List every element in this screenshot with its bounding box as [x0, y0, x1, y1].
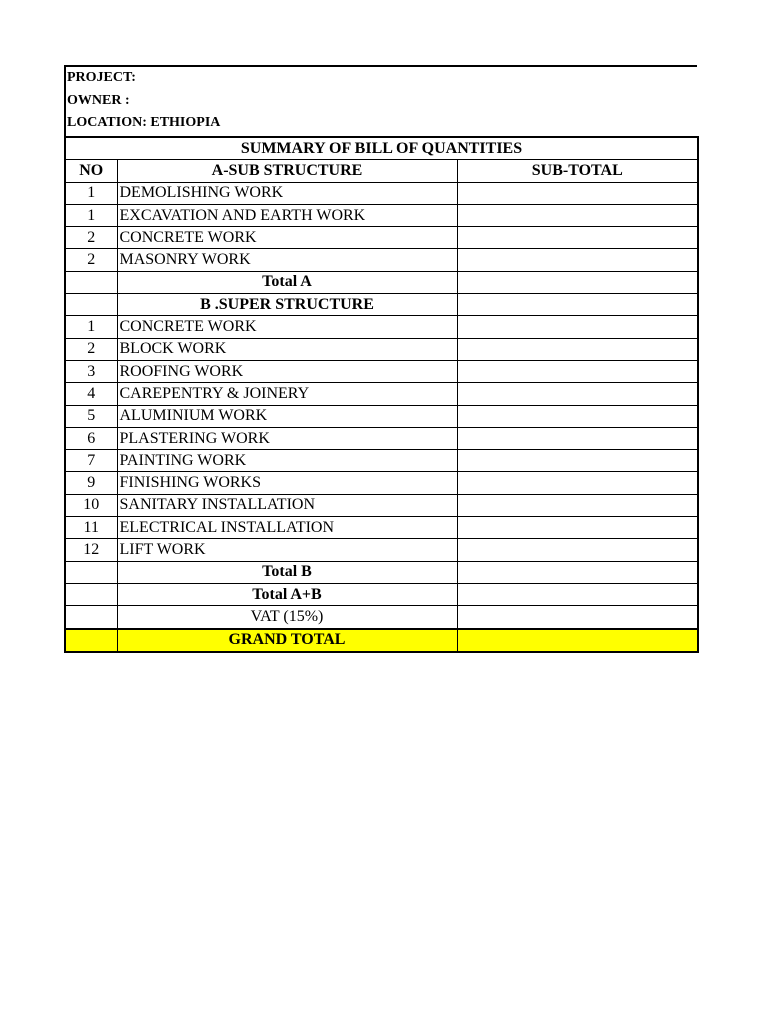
section-b-title-row-label: B .SUPER STRUCTURE — [117, 294, 457, 316]
row-number: 10 — [65, 494, 117, 516]
row-subtotal — [457, 472, 698, 494]
row-number: 3 — [65, 360, 117, 382]
total-b-row-label: Total B — [117, 561, 457, 583]
grand-total-row-label: GRAND TOTAL — [117, 629, 457, 652]
row-subtotal — [457, 204, 698, 226]
row-subtotal — [457, 338, 698, 360]
row-subtotal — [457, 427, 698, 449]
table-row — [65, 383, 698, 405]
row-subtotal — [457, 539, 698, 561]
vat-row-value — [457, 606, 698, 629]
row-number: 5 — [65, 405, 117, 427]
table-row — [65, 427, 698, 449]
row-number: 1 — [65, 204, 117, 226]
row-description: CONCRETE WORK — [117, 316, 457, 338]
row-subtotal — [457, 182, 698, 204]
row-number: 7 — [65, 450, 117, 472]
total-ab-row-value — [457, 583, 698, 605]
row-subtotal — [457, 450, 698, 472]
table-row — [65, 450, 698, 472]
row-number: 6 — [65, 427, 117, 449]
table-title: SUMMARY OF BILL OF QUANTITIES — [65, 137, 698, 160]
table-row — [65, 360, 698, 382]
row-subtotal — [457, 316, 698, 338]
row-number: 9 — [65, 472, 117, 494]
table-row — [65, 405, 698, 427]
grand-total-row-value — [457, 629, 698, 652]
section-b-title-row — [65, 294, 698, 316]
column-header-no: NO — [65, 160, 117, 182]
total-ab-row — [65, 583, 698, 605]
table-row — [65, 249, 698, 271]
row-number: 1 — [65, 316, 117, 338]
row-number: 12 — [65, 539, 117, 561]
row-description: EXCAVATION AND EARTH WORK — [117, 204, 457, 226]
row-description: PLASTERING WORK — [117, 427, 457, 449]
location-label: LOCATION: ETHIOPIA — [67, 115, 221, 130]
column-header-subtotal: SUB-TOTAL — [457, 160, 698, 182]
row-number: 11 — [65, 517, 117, 539]
row-description: LIFT WORK — [117, 539, 457, 561]
section-b-title-row-value — [457, 294, 698, 316]
row-description: ALUMINIUM WORK — [117, 405, 457, 427]
project-header — [64, 65, 697, 136]
row-subtotal — [457, 405, 698, 427]
row-number: 2 — [65, 227, 117, 249]
table-title-row — [65, 137, 698, 160]
total-b-row-value — [457, 561, 698, 583]
grand-total-row — [65, 629, 698, 652]
row-number: 1 — [65, 182, 117, 204]
table-row — [65, 338, 698, 360]
total-b-row — [65, 561, 698, 583]
boq-summary-table — [64, 136, 699, 653]
total-a-row-label: Total A — [117, 271, 457, 293]
total-b-row-no — [65, 561, 117, 583]
vat-row-no — [65, 606, 117, 629]
column-header-row — [65, 160, 698, 182]
total-a-row-value — [457, 271, 698, 293]
table-row — [65, 539, 698, 561]
column-header-description: A-SUB STRUCTURE — [117, 160, 457, 182]
grand-total-row-no — [65, 629, 117, 652]
total-ab-row-label: Total A+B — [117, 583, 457, 605]
row-number: 4 — [65, 383, 117, 405]
row-subtotal — [457, 494, 698, 516]
row-number: 2 — [65, 249, 117, 271]
row-subtotal — [457, 227, 698, 249]
table-row — [65, 182, 698, 204]
row-description: ROOFING WORK — [117, 360, 457, 382]
row-description: MASONRY WORK — [117, 249, 457, 271]
table-row — [65, 494, 698, 516]
vat-row-label: VAT (15%) — [117, 606, 457, 629]
row-description: PAINTING WORK — [117, 450, 457, 472]
row-subtotal — [457, 517, 698, 539]
row-description: DEMOLISHING WORK — [117, 182, 457, 204]
table-row — [65, 316, 698, 338]
section-b-title-row-no — [65, 294, 117, 316]
vat-row — [65, 606, 698, 629]
owner-label: OWNER : — [67, 93, 130, 108]
total-ab-row-no — [65, 583, 117, 605]
row-number: 2 — [65, 338, 117, 360]
row-description: CAREPENTRY & JOINERY — [117, 383, 457, 405]
table-row — [65, 517, 698, 539]
row-description: FINISHING WORKS — [117, 472, 457, 494]
total-a-row-no — [65, 271, 117, 293]
row-description: CONCRETE WORK — [117, 227, 457, 249]
project-label: PROJECT: — [67, 70, 136, 85]
row-description: SANITARY INSTALLATION — [117, 494, 457, 516]
table-row — [65, 227, 698, 249]
boq-sheet — [64, 65, 697, 653]
row-subtotal — [457, 383, 698, 405]
total-a-row — [65, 271, 698, 293]
row-subtotal — [457, 360, 698, 382]
row-description: BLOCK WORK — [117, 338, 457, 360]
table-row — [65, 472, 698, 494]
row-subtotal — [457, 249, 698, 271]
table-row — [65, 204, 698, 226]
row-description: ELECTRICAL INSTALLATION — [117, 517, 457, 539]
